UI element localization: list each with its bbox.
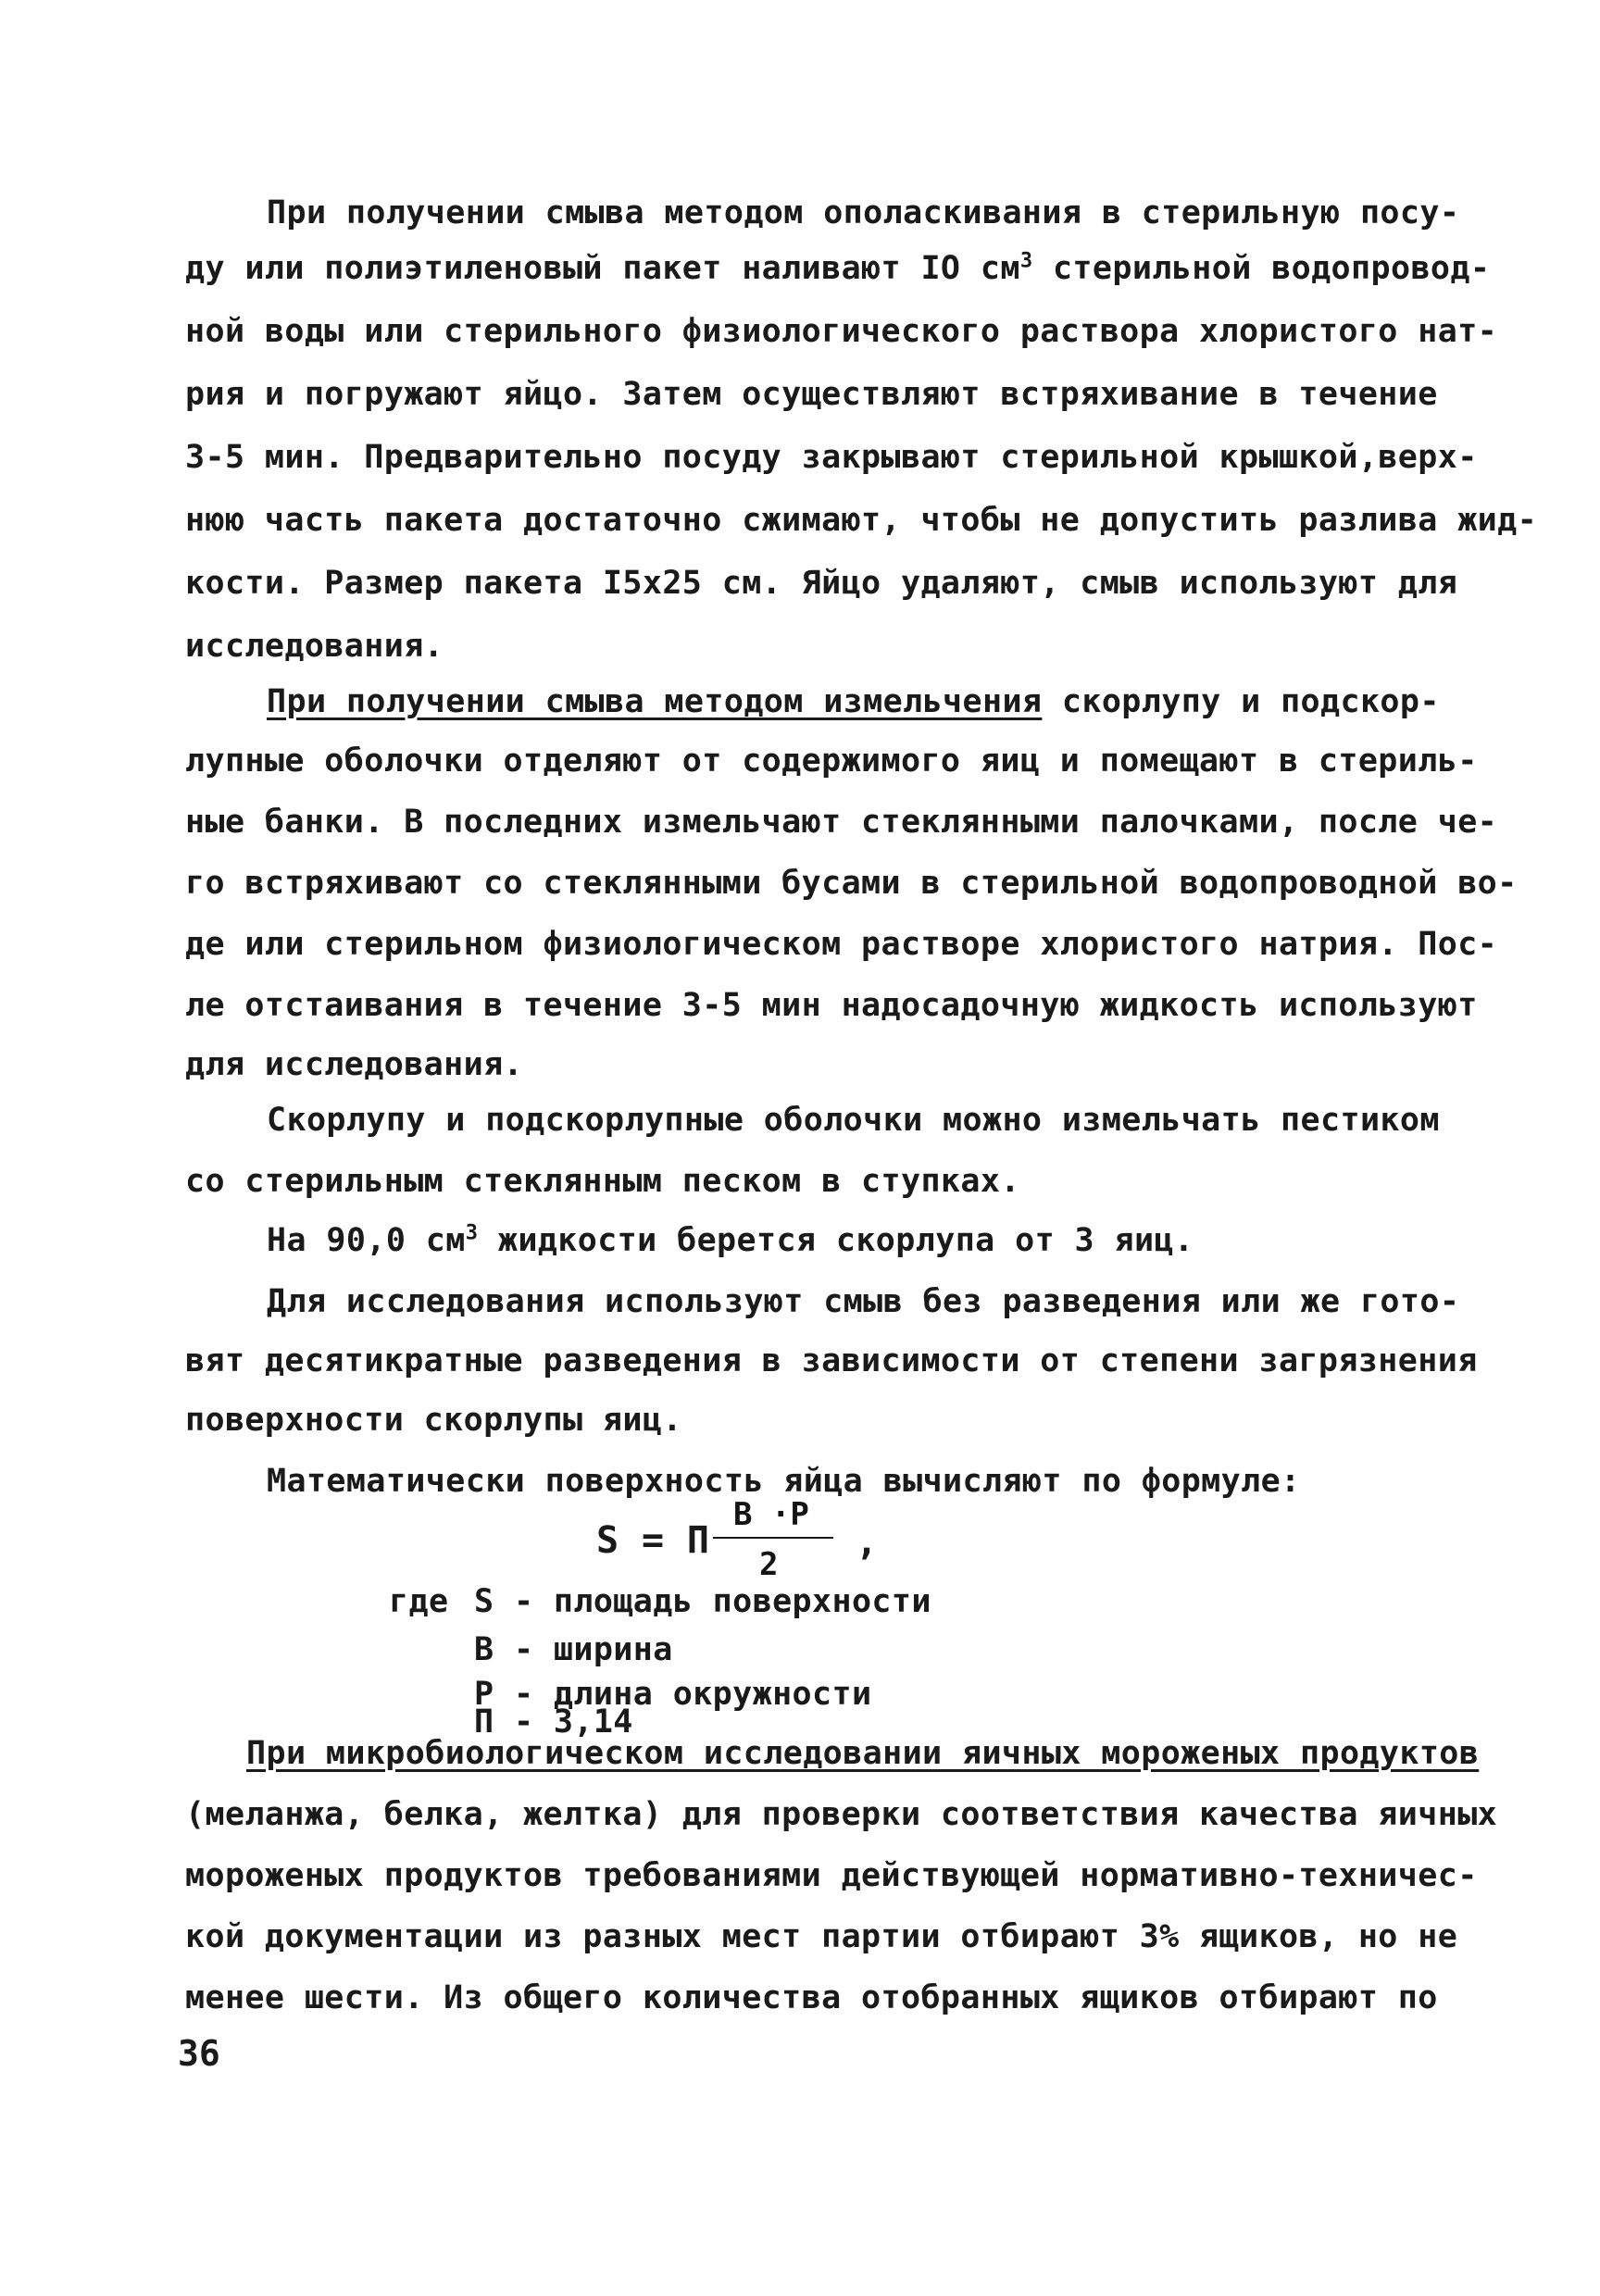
p6-heading-text: При микробиологическом исследовании яичных мороженых продуктов (246, 1735, 1480, 1772)
p3-line-1: Скорлупу и подскорлупные оболочки можно измельчать пестиком (267, 1102, 1440, 1139)
p4-head: На 90,0 см (267, 1222, 466, 1259)
p1-line-7: кости. Размер пакета I5x25 см. Яйцо удаляют, смыв используют для (185, 565, 1458, 602)
p2-line-1 (267, 681, 1440, 722)
formula-lhs: S = П (596, 1519, 710, 1562)
p1-line-2-sup: 3 (1019, 249, 1033, 273)
p1-line-8: исследования. (185, 628, 444, 665)
p5-line-1: Для исследования используют смыв без разведения или же гото- (267, 1283, 1460, 1320)
p3-line-2: со стерильным стеклянным песком в ступках. (185, 1163, 1020, 1200)
p1-line-6: нюю часть пакета достаточно сжимают, чтобы не допустить разлива жид- (185, 502, 1538, 539)
legend-item-pi: П - 3,14 (474, 1703, 633, 1741)
p6-line-3: кой документации из разных мест партии отбирают 3% ящиков, но не (185, 1918, 1458, 1955)
p2-line-7: для исследования. (185, 1046, 524, 1083)
formula-fraction-bar (713, 1537, 833, 1539)
formula-intro: Математически поверхность яйца вычисляют по формуле: (267, 1463, 1301, 1500)
p1-line-3: ной воды или стерильного физиологического раствора хлористого нат- (185, 313, 1498, 350)
p1-line-5: 3-5 мин. Предварительно посуду закрывают стерильной крышкой,верх- (185, 439, 1478, 476)
legend-where: где (389, 1583, 449, 1620)
formula-denominator: 2 (759, 1546, 779, 1583)
p1-line-1: При получении смыва методом ополаскивания в стерильную посу- (267, 194, 1460, 231)
p1-line-4: рия и погружают яйцо. Затем осуществляют встряхивание в течение (185, 376, 1438, 413)
legend-item-b: B - ширина (474, 1631, 673, 1668)
p2-line-1-tail: скорлупу и подскор- (1042, 683, 1440, 720)
p5-line-3: поверхности скорлупы яиц. (185, 1402, 682, 1439)
formula-tail: , (856, 1521, 879, 1564)
p6-line-2: мороженых продуктов требованиями действующей нормативно-техничес- (185, 1857, 1478, 1894)
p2-line-6: ле отстаивания в течение 3-5 мин надосадочную жидкость используют (185, 987, 1478, 1024)
legend-item-s: S - площадь поверхности (474, 1583, 931, 1620)
p1-line-2-text: ду или полиэтиленовый пакет наливают IO см (185, 250, 1020, 287)
p6-line-1: (меланжа, белка, желтка) для проверки соответствия качества яичных (185, 1796, 1498, 1833)
formula-numerator: B ·P (733, 1496, 809, 1533)
p6-line-4: менее шести. Из общего количества отобранных ящиков отбирают по (185, 1979, 1438, 2016)
p4-line (267, 1220, 1194, 1261)
p1-line-2-tail: стерильной водопровод- (1032, 250, 1491, 287)
page-number: 36 (178, 2033, 220, 2074)
p1-line-2 (185, 248, 1490, 289)
p2-line-2: лупные оболочки отделяют от содержимого яиц и помещают в стериль- (185, 742, 1478, 780)
p2-line-5: де или стерильном физиологическом растворе хлористого натрия. Пос- (185, 926, 1498, 963)
p6-heading (246, 1733, 1479, 1774)
p4-sup: 3 (465, 1221, 479, 1245)
p5-line-2: вят десятикратные разведения в зависимости от степени загрязнения (185, 1342, 1478, 1379)
p2-line-3: ные банки. В последних измельчают стеклянными палочками, после че- (185, 804, 1498, 841)
legend-item-p: P - длина окружности (474, 1676, 872, 1713)
p2-heading: При получении смыва методом измельчения (267, 683, 1043, 720)
p2-line-4: го встряхивают со стеклянными бусами в стерильной водопроводной во- (185, 865, 1518, 902)
p4-tail: жидкости берется скорлупа от 3 яиц. (478, 1222, 1194, 1259)
